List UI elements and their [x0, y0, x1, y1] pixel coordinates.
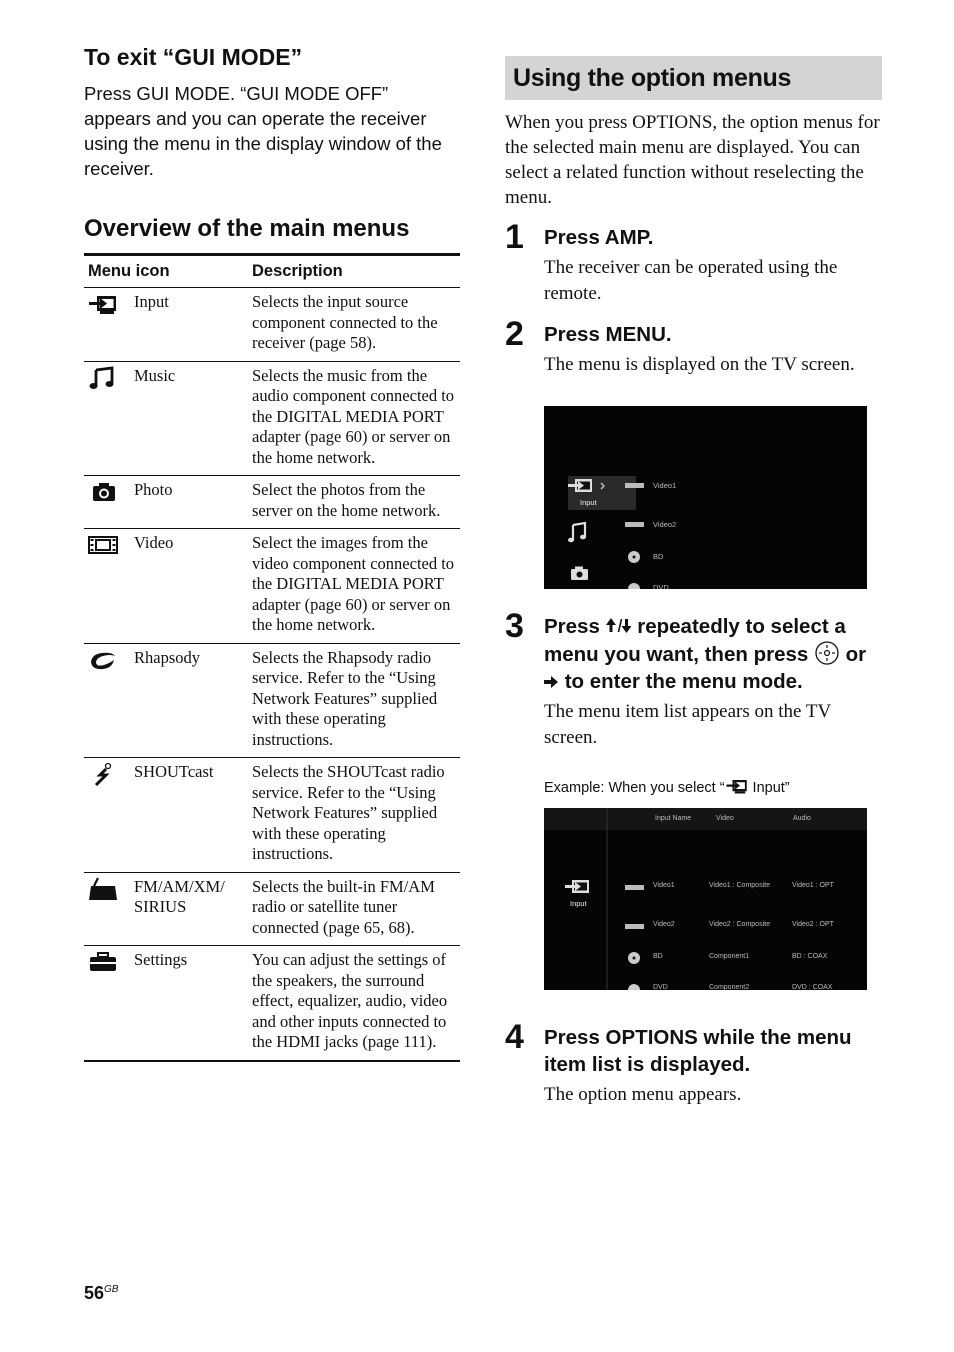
menu-description: Selects the built-in FM/AM radio or satellite tuner connected (page 65, 68). [248, 872, 460, 946]
tv-row-audio: BD : COAX [792, 953, 828, 960]
table-row [84, 946, 460, 1061]
step-number: 4 [505, 1018, 524, 1056]
tv-screen-graphic [544, 808, 867, 990]
option-intro: When you press OPTIONS, the option menus for the selected main menu are displayed. You can select a related function without reselecting the menu. [505, 112, 880, 208]
tv-row-video: Video2 : Composite [709, 921, 770, 928]
music-icon [88, 366, 118, 390]
enter-button-icon [814, 640, 840, 666]
menu-description: Select the images from the video component connected to the DIGITAL MEDIA PORT adapter (page 60) or server on the home network. [248, 529, 460, 644]
menu-description: You can adjust the settings of the speakers, the surround effect, equalizer, audio, video and other inputs connected to the HDMI jacks (page 111). [252, 950, 448, 1051]
input-icon [88, 292, 118, 316]
tv-screen-input-list [544, 808, 867, 990]
step-3 [505, 607, 882, 990]
tv-row-video: Component1 [709, 953, 750, 960]
photo-icon [88, 480, 118, 504]
tv-row-audio: Video1 : OPT [792, 882, 834, 889]
tv-column-header: Input Name [655, 815, 692, 822]
table-header-row [84, 255, 460, 288]
device-icon [625, 885, 644, 990]
menu-name: Video [130, 529, 248, 644]
menu-name: Settings [134, 950, 188, 969]
tv-column-header: Audio [793, 815, 811, 822]
right-column [505, 56, 882, 1108]
left-column [84, 40, 460, 1062]
table-row [84, 872, 460, 946]
tv-row-name: BD [653, 953, 663, 960]
tv-screen-main-menu [544, 406, 867, 589]
tv-row-audio: DVD : COAX [792, 984, 833, 990]
menu-description: Selects the input source component connected to the receiver (page 58). [248, 288, 460, 362]
table-row [84, 529, 460, 644]
shoutcast-icon [88, 762, 118, 786]
menu-name: Photo [130, 476, 248, 529]
input-icon [565, 880, 589, 893]
exit-body: Press GUI MODE. “GUI MODE OFF” appears and you can operate the receiver using the menu in the display window of the receiver. [84, 83, 442, 179]
step-4 [505, 1018, 882, 1108]
tv-menu-item: Video1 [653, 481, 677, 490]
tv-input-label: Input [580, 498, 597, 507]
step-heading: Press repeatedly to select a menu you want, then press or to enter the menu mode. [544, 615, 867, 693]
step-number: 2 [505, 315, 524, 353]
step-1 [505, 218, 882, 307]
tv-menu-item: DVD [653, 583, 669, 589]
video-icon [88, 533, 118, 557]
step-body: The receiver can be operated using the remote. [544, 257, 838, 304]
step-number: 1 [505, 218, 524, 256]
section-title: Using the option menus [505, 56, 882, 100]
rhapsody-icon [88, 648, 118, 672]
up-down-arrow-icon [606, 617, 632, 634]
table-row [84, 361, 460, 476]
tv-column-header: Video [716, 815, 734, 822]
tv-menu-item: BD [653, 552, 664, 561]
example-caption: Example: When you select “ Input” [544, 777, 882, 796]
table-row [84, 476, 460, 529]
tv-menu-item: Video2 [653, 520, 677, 529]
menu-name: Input [130, 288, 248, 362]
main-menus-table [84, 253, 460, 1062]
photo-icon [571, 567, 588, 581]
step-number: 3 [505, 607, 524, 645]
table-row [84, 643, 460, 758]
step-heading: Press OPTIONS while the menu item list is displayed. [544, 1026, 852, 1076]
tv-row-audio: Video2 : OPT [792, 921, 834, 928]
tv-row-video: Video1 : Composite [709, 882, 770, 889]
right-arrow-icon [544, 675, 559, 689]
exit-heading: To exit “GUI MODE” [84, 44, 303, 70]
step-body: The menu item list appears on the TV screen. [544, 701, 831, 748]
music-icon [568, 523, 586, 542]
tv-row-name: Video2 [653, 921, 675, 928]
step-body: The menu is displayed on the TV screen. [544, 354, 855, 375]
step-heading: Press MENU. [544, 323, 672, 346]
step-body: The option menu appears. [544, 1084, 742, 1105]
table-row [84, 288, 460, 362]
menu-name: SHOUTcast [130, 758, 248, 873]
tuner-icon [88, 877, 118, 901]
table-row [84, 758, 460, 873]
tv-row-video: Component2 [709, 984, 750, 990]
menu-name: FM/AM/XM/ SIRIUS [130, 872, 248, 946]
step-heading: Press AMP. [544, 226, 654, 249]
menu-description: Selects the Rhapsody radio service. Refer to the “Using Network Features” supplied with these operating instructions. [248, 643, 460, 758]
menu-name: Music [130, 361, 248, 476]
page-number: $56^{GB}$ [84, 1283, 119, 1303]
input-icon [725, 777, 749, 795]
menu-name: Rhapsody [130, 643, 248, 758]
header-menu-icon: Menu icon [84, 255, 248, 288]
overview-heading: Overview of the main menus [84, 215, 410, 242]
header-description: Description [248, 255, 460, 288]
step-2 [505, 315, 882, 589]
menu-description: Select the photos from the server on the home network. [248, 476, 460, 529]
menu-description: Selects the music from the audio component connected to the DIGITAL MEDIA PORT adapter (page 60) or server on the home network. [248, 361, 460, 476]
tv-input-label: Input [570, 899, 587, 908]
settings-icon [88, 950, 118, 974]
tv-row-name: DVD [653, 984, 668, 990]
menu-description: Selects the SHOUTcast radio service. Refer to the “Using Network Features” supplied with these operating instructions. [248, 758, 460, 873]
tv-row-name: Video1 [653, 882, 675, 889]
